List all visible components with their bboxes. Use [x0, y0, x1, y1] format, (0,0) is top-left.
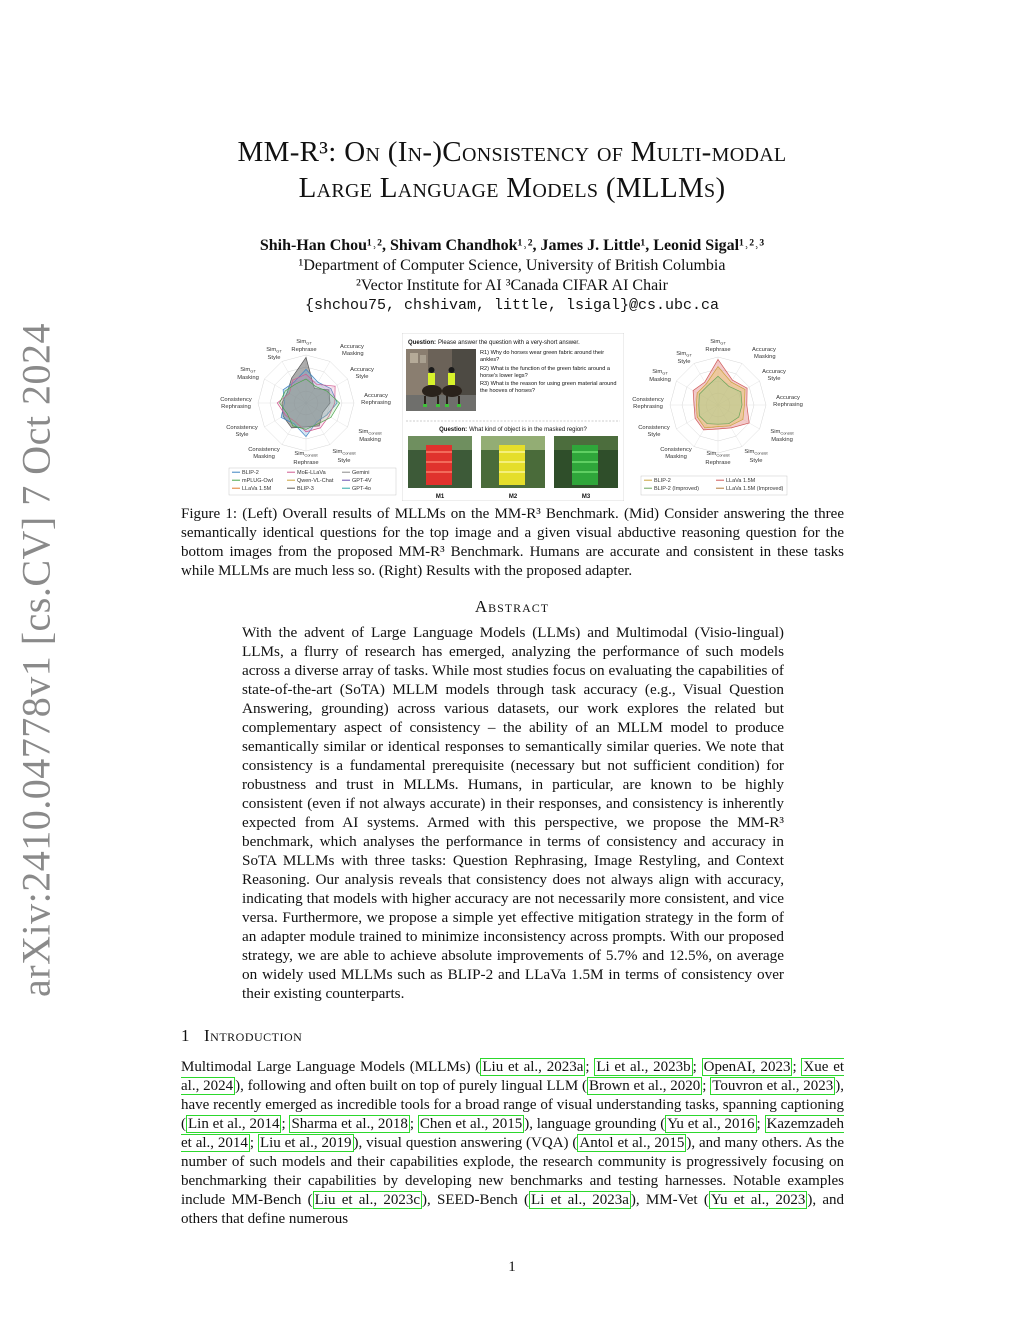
- title-line-2: Large Language Models (MLLMs): [298, 172, 726, 204]
- intro-body: [181, 1058, 844, 1229]
- intro-text: ), MM-Vet (: [630, 1192, 709, 1208]
- intro-text: ), SEED-Bench (: [422, 1192, 530, 1208]
- page-number: 1: [508, 1259, 516, 1275]
- axis-label: Rephrase: [293, 460, 319, 466]
- citation-link[interactable]: Kazemzadeh et al., 2014: [181, 1116, 844, 1151]
- intro-heading: [181, 1026, 302, 1046]
- intro-text: ;: [692, 1059, 702, 1075]
- intro-text: ;: [281, 1116, 290, 1132]
- axis-label: Accuracy: [776, 395, 800, 401]
- axis-label: Masking: [359, 437, 381, 443]
- question-r2: R2) What is the function of the green fabric around a horse's lower legs?: [480, 365, 610, 379]
- intro-text: ;: [409, 1116, 418, 1132]
- axis-label: Rephrase: [291, 347, 317, 353]
- axis-label: Sim$_{Consist}$: [706, 451, 730, 458]
- mid-illustration: [402, 333, 624, 501]
- abstract-body: With the advent of Large Language Models (LLMs) and Multimodal (Visio-lingual) LLMs, a flurry of research has emerged, analyzing the performance of such models across a diverse array of tasks. While most studies focus on evaluating the capabilities of state-of-the-art (SoTA) MLLM models through task accuracy (e.g., Visual Question Answering, grounding) across various datasets, our work explores the related but complementary aspect of consistency – the ability of an MLLM model to produce semantically similar or identical responses to semantically similar queries. We note that consistency is a fundamental prerequisite (necessary but not sufficient condition) for robustness and trust in MLLMs. Humans, in particular, are known to be highly consistent (even if not always accurate) in their responses, and consistency is inherently expected from AI systems. Armed with this perspective, we propose the MM-R³ benchmark, which analyses the performance in terms of consistency and accuracy in SoTA MLLMs with three tasks: Question Rephrasing, Image Restyling, and Context Reasoning. Our analysis reveals that consistency does not always align with accuracy, indicating that models with higher accuracy are not necessarily more consistent, and vice versa. Furthermore, we propose a simple yet effective mitigation strategy in the form of an adapter module trained to minimize inconsistency across prompts. With our proposed strategy, we are able to achieve absolute improvements of 5.7% and 12.5%, on average on widely used MLLMs such as BLIP-2 and LLaVa 1.5M in terms of consistency over their existing counterparts.: [242, 624, 784, 1002]
- citation-link[interactable]: Li et al., 2023a: [531, 1192, 629, 1208]
- legend-entry: Qwen-VL-Chat: [297, 478, 334, 484]
- right-radar-chart: [626, 333, 812, 501]
- abstract-heading: Abstract: [474, 597, 550, 616]
- legend-entry: MoE-LLaVa: [297, 470, 326, 476]
- axis-label: Consistency: [248, 447, 280, 453]
- m1-label: M1: [435, 494, 445, 500]
- axis-label: Accuracy: [350, 367, 374, 373]
- intro-text: ), and others that define numerous: [181, 1192, 845, 1227]
- citation-link[interactable]: Liu et al., 2023c: [314, 1192, 420, 1208]
- axis-label: Rephrasing: [361, 400, 391, 406]
- left-radar-chart: [212, 333, 400, 501]
- arxiv-id: arXiv:2410.04778v1 [cs.CV] 7 Oct 2024: [13, 323, 59, 997]
- intro-text: ;: [792, 1059, 802, 1075]
- intro-text: ), following and often built on top of purely lingual LLM (: [235, 1078, 587, 1094]
- citation-link[interactable]: Lin et al., 2014: [188, 1116, 280, 1132]
- question-r3: R3) What is the reason for using green material around the hooves of horses?: [480, 381, 617, 394]
- axis-label: Accuracy: [762, 369, 786, 375]
- axis-label: Accuracy: [340, 344, 364, 350]
- section-number: 1: [181, 1026, 190, 1045]
- citation-link[interactable]: Liu et al., 2019: [259, 1135, 352, 1151]
- legend-entry: GPT-4o: [352, 486, 371, 492]
- axis-label: Rephrasing: [221, 404, 251, 410]
- axis-label: Style: [235, 432, 249, 438]
- axis-label: Style: [647, 432, 661, 438]
- intro-text: ), visual question answering (VQA) (: [353, 1135, 578, 1151]
- affiliation-1: ¹Department of Computer Science, University of British Columbia: [298, 257, 726, 274]
- m2-label: M2: [508, 494, 518, 500]
- axis-label: Sim$_{GT}$: [266, 347, 282, 354]
- legend-entry: mPLUG-Owl: [242, 478, 273, 484]
- axis-label: Sim$_{GT}$: [240, 367, 256, 374]
- axis-label: Masking: [253, 454, 275, 460]
- axis-label: Style: [267, 355, 281, 361]
- citation-link[interactable]: Yu et al., 2016: [667, 1116, 755, 1132]
- axis-label: Consistency: [220, 397, 252, 403]
- axis-label: Sim$_{GT}$: [652, 369, 668, 376]
- figure-caption: Figure 1: (Left) Overall results of MLLMs on the MM-R³ Benchmark. (Mid) Consider answering the three semantically identical questions for the top image and a given visual abductive reasoning question for the bottom images from the proposed MM-R³ Benchmark. Humans are accurate and consistent in these tasks while MLLMs are much less so. (Right) Results with the proposed adapter.: [181, 506, 844, 579]
- citation-link[interactable]: Antol et al., 2015: [579, 1135, 685, 1151]
- citation-link[interactable]: Brown et al., 2020: [588, 1078, 701, 1094]
- axis-label: Style: [749, 458, 763, 464]
- masked-image-m3: [554, 436, 618, 488]
- axis-label: Sim$_{GT}$: [296, 339, 312, 346]
- citation-link[interactable]: OpenAI, 2023: [703, 1059, 791, 1075]
- citation-link[interactable]: Touvron et al., 2023: [712, 1078, 834, 1094]
- section-title: Introduction: [204, 1026, 303, 1045]
- mid-question-top: Question: Please answer the question with a very-short answer.: [408, 340, 580, 346]
- masked-image-m1: [408, 436, 472, 488]
- affiliation-2: ²Vector Institute for AI ³Canada CIFAR AI Chair: [356, 277, 668, 294]
- axis-label: Sim$_{Consist}$: [770, 429, 794, 436]
- axis-label: Rephrasing: [773, 402, 803, 408]
- legend-entry: LLaVa 1.5M: [726, 478, 756, 484]
- axis-label: Style: [337, 458, 351, 464]
- legend-entry: BLIP-3: [297, 486, 314, 492]
- citation-link[interactable]: Li et al., 2023b: [596, 1059, 691, 1075]
- intro-text: Multimodal Large Language Models (MLLMs) (: [181, 1059, 481, 1075]
- axis-label: Masking: [649, 377, 671, 383]
- intro-text: ;: [585, 1059, 595, 1075]
- legend-entry: BLIP-2: [242, 470, 259, 476]
- axis-label: Masking: [754, 354, 776, 360]
- legend-entry: BLIP-2: [654, 478, 671, 484]
- axis-label: Sim$_{Consist}$: [358, 429, 382, 436]
- axis-label: Sim$_{Consist}$: [332, 449, 356, 456]
- axis-label: Style: [677, 359, 691, 365]
- horse-photo: [406, 349, 476, 411]
- axis-label: Masking: [342, 351, 364, 357]
- axis-label: Rephrasing: [633, 404, 663, 410]
- axis-label: Sim$_{Consist}$: [744, 449, 768, 456]
- axis-label: Consistency: [660, 447, 692, 453]
- legend-entry: GPT-4V: [352, 478, 372, 484]
- mid-question-bottom: Question: What kind of object is in the masked region?: [439, 427, 587, 433]
- axis-label: Rephrase: [705, 347, 731, 353]
- title-line-1: MM-R³: On (In-)Consistency of Multi-modal: [237, 136, 787, 168]
- rephrase-questions: [480, 350, 620, 414]
- intro-text: ), language grounding (: [524, 1116, 666, 1132]
- axis-label: Rephrase: [705, 460, 731, 466]
- left-radar-legend: [229, 468, 396, 495]
- axis-label: Sim$_{GT}$: [710, 339, 726, 346]
- axis-label: Sim$_{GT}$: [676, 351, 692, 358]
- axis-label: Masking: [771, 437, 793, 443]
- legend-entry: LLaVa 1.5M: [242, 486, 272, 492]
- author-block: [0, 236, 1024, 316]
- right-radar-legend: [641, 476, 787, 495]
- axis-label: Sim$_{Consist}$: [294, 451, 318, 458]
- axis-label: Style: [355, 374, 369, 380]
- author-names: Shih-Han Chou¹˒², Shivam Chandhok¹˒², James J. Little¹, Leonid Sigal¹˒²˒³: [259, 237, 765, 254]
- citation-link[interactable]: Yu et al., 2023: [710, 1192, 806, 1208]
- figure-1: [212, 333, 812, 501]
- legend-entry: Gemini: [352, 470, 370, 476]
- arxiv-stamp: [6, 323, 66, 997]
- axis-label: Consistency: [226, 425, 258, 431]
- citation-link[interactable]: Chen et al., 2015: [419, 1116, 523, 1132]
- axis-label: Consistency: [638, 425, 670, 431]
- question-r1: R1) Why do horses wear green fabric around their ankles?: [480, 350, 605, 363]
- axis-label: Masking: [237, 375, 259, 381]
- intro-text: ;: [249, 1135, 258, 1151]
- mid-illustration-svg: [402, 333, 624, 501]
- intro-text: ;: [756, 1116, 765, 1132]
- axis-label: Masking: [665, 454, 687, 460]
- citation-link[interactable]: Liu et al., 2023a: [482, 1059, 584, 1075]
- paper-title: [0, 134, 1024, 206]
- axis-label: Accuracy: [364, 393, 388, 399]
- citation-link[interactable]: Sharma et al., 2018: [291, 1116, 408, 1132]
- masked-image-m2: [481, 436, 545, 488]
- intro-text: ), have recently emerged as incredible tools for a broad range of visual understanding tasks, spanning captioning (: [181, 1078, 845, 1132]
- axis-label: Consistency: [632, 397, 664, 403]
- author-emails: {shchou75, chshivam, little, lsigal}@cs.ubc.ca: [304, 297, 720, 314]
- axis-label: Accuracy: [752, 347, 776, 353]
- citation-link[interactable]: Xue et al., 2024: [181, 1059, 845, 1094]
- legend-entry: BLIP-2 (Improved): [654, 486, 699, 492]
- axis-label: Style: [767, 376, 781, 382]
- legend-entry: LLaVa 1.5M (Improved): [726, 486, 784, 492]
- m3-label: M3: [581, 494, 591, 500]
- intro-text: ;: [702, 1078, 711, 1094]
- intro-text: ), and many others. As the number of such models and their capabilities explode, the research community is progressively focusing on benchmarking their capabilities by developing new benchmarks and testing harnesses. Notable examples include MM-Bench (: [181, 1135, 845, 1208]
